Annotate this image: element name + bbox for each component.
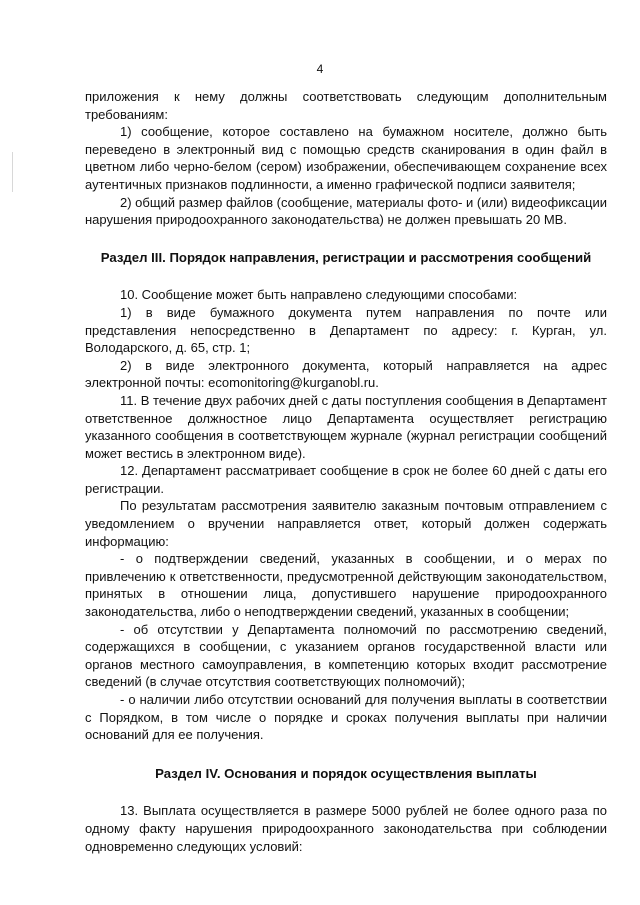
paragraph-response-item-2: - об отсутствии у Департамента полномочий по рассмотрению сведений, содержащихся в сообщении, с указанием органов государственной власти или органов местного самоуправления, в компетенцию которых входит рассмотрение сведений (в случае отсутствия соответствующих полномочий); [85,621,607,690]
paragraph-11: 11. В течение двух рабочих дней с даты поступления сообщения в Департамент ответственное должностное лицо Департамента осуществляет регистрацию указанного сообщения в соответствующем журнале (журнал регистрации сообщений может вестись в электронном виде). [85,392,607,461]
document-body [85,88,607,855]
paragraph-response-item-1: - о подтверждении сведений, указанных в сообщении, и о мерах по привлечению к ответственности, предусмотренной действующим законодательством, принятых в отношении лица, допустившего нарушение природоохранного законодательства, либо о неподтверждении сведений, указанных в сообщении; [85,551,607,620]
section-4-heading: Раздел IV. Основания и порядок осуществления выплаты [155,765,537,781]
paragraph-requirement-2: 2) общий размер файлов (сообщение, материалы фото- и (или) видеофиксации нарушения природоохранного законодательства) не должен превышать 20 MB. [85,194,607,228]
paragraph-10: 10. Сообщение может быть направлено следующими способами: [120,287,518,303]
paragraph-13: 13. Выплата осуществляется в размере 5000 рублей не более одного раза по одному факту нарушения природоохранного законодательства при соблюдении одновременно следующих условий: [85,803,607,854]
paragraph-10-method-2: 2) в виде электронного документа, который направляется на адрес электронной почты: ecomonitoring@kurganobl.ru. [85,357,607,391]
scan-margin-mark [12,152,13,192]
page-number: 4 [316,62,324,76]
paragraph-response-intro: По результатам рассмотрения заявителю заказным почтовым отправлением с уведомлением о вручении направляется ответ, который должен содержать информацию: [85,498,607,549]
paragraph-requirement-1: 1) сообщение, которое составлено на бумажном носителе, должно быть переведено в электронный вид с помощью средств сканирования в один файл в цветном либо черно-белом (сером) изображении, обеспечивающем сохранение всех аутентичных признаков подлинности, а именно графической подписи заявителя; [85,124,607,192]
paragraph-10-method-1: 1) в виде бумажного документа путем направления по почте или представления непосредственно в Департамент по адресу: г. Курган, ул. Володарского, д. 65, стр. 1; [85,304,607,356]
section-3-heading: Раздел III. Порядок направления, регистрации и рассмотрения сообщений [100,249,592,265]
paragraph-response-item-3: - о наличии либо отсутствии оснований для получения выплаты в соответствии с Порядком, в том числе о порядке и сроках получения выплаты при наличии оснований для ее получения. [85,692,607,743]
paragraph-requirements-intro: приложения к нему должны соответствовать следующим дополнительным требованиям: [85,89,607,122]
paragraph-12: 12. Департамент рассматривает сообщение в срок не более 60 дней с даты его регистрации. [85,463,607,496]
